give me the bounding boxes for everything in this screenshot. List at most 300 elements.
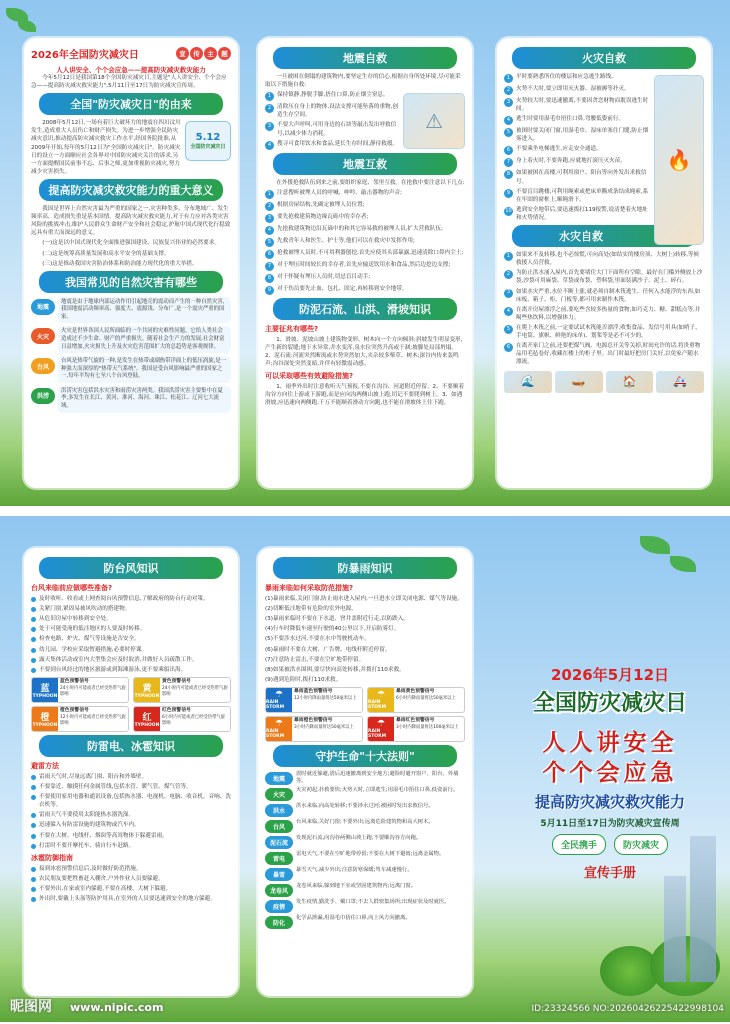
item-text: 在离开房屋漂浮之前,要吃些含较多热量的食物,如巧克力、糖、甜糕点等,并喝些热饮料,以增强体力。	[516, 306, 701, 321]
rule-text: 发现泥石流,向沟谷两侧山坡上跑,不要顺沟谷方向跑。	[296, 835, 422, 842]
item-text: 抢救被埋人员时,不可用利器刨挖,首先应使其头部暴露,迅速清除口鼻内尘土;	[277, 249, 464, 256]
warning-word: TYPHOON	[32, 722, 58, 728]
list-item	[504, 115, 650, 125]
item-text: 先抢救建筑物边沿瓦砾中的和其它容易救的被埋人员,扩大营救队伍;	[277, 225, 443, 232]
warning-desc: 6小时内降雨量将达50毫米以上	[396, 696, 456, 702]
warning-card	[31, 677, 129, 703]
theme-lead: 人人讲安全、个个会应急——提高防灾减灾救灾能力	[56, 66, 206, 74]
list-number: 6	[265, 250, 274, 259]
bullet-icon	[31, 648, 36, 653]
bullet-icon	[31, 795, 36, 800]
list-item	[265, 666, 465, 674]
panel-header	[31, 46, 231, 61]
list-item	[265, 225, 465, 235]
item-text: 平时要熟悉所住的楼层和应急逃生路线。	[516, 74, 617, 80]
bullet-icon	[31, 597, 36, 602]
rain-warning-row	[265, 716, 465, 742]
section-title: 防暴雨知识	[273, 557, 457, 579]
list-item	[504, 97, 650, 113]
list-item	[31, 646, 231, 654]
rainstorm-warning-icon: ☂ RAIN STORM	[368, 688, 394, 712]
list-item	[265, 615, 465, 623]
item-text: 在爬上木筏之前,一定要试试木筏能否漂浮,收集食品、发信号用具(如哨子、手电筒、旗帜、鲜艳的床单)、划桨等是必不可少的。	[516, 324, 701, 340]
earthquake-illustration: ⚠	[403, 93, 465, 149]
bullet-icon	[31, 658, 36, 663]
warning-card	[367, 687, 465, 713]
badge-char: 宣	[176, 47, 189, 60]
list-item	[504, 188, 650, 204]
typhoon-list	[31, 595, 231, 674]
item-text: 搜寻可食用饮水和食品,延长生存时间,静待救援。	[277, 140, 399, 147]
subheading: 暴雨来临如何采取防范措施?	[265, 584, 354, 592]
bullet-icon	[31, 607, 36, 612]
significance-text: 我国是世界上自然灾害最为严重的国家之一,灾害种类多、分布地域广、发生频率高、造成损失重是基本国情。提高防灾减灾救灾能力,对于有力应对各类灾害风险的挑战冲击,维护人民群众生命财产安全和社会稳定,护航中国式现代化行稳致远具有重大而深远的意义。	[31, 205, 231, 237]
origin-text: 2008年5月12日,一场有着巨大破坏力的地震在四川汶川发生,造成重大人员伤亡和财产损失。为进一步增强全民防灾减灾意识,推动提高防灾减灾救灾工作水平,经国务院批准,从2009年开始,每年的5月12日为"全国防灾减灾日"。防灾减灾日的设立一方面顺应社会各界对中国防灾减灾关注的诉求,另一方面提醒国民前事不忘、后事之师,更加重视防灾减灾,努力减少灾害损失。	[31, 120, 181, 175]
fire-illustration: 🔥	[654, 75, 704, 245]
significance-item: (一)这是以中国式现代化全面推进强国建设、民族复兴伟业的必然要求。	[42, 240, 220, 247]
watermark-brand: 昵图网	[10, 999, 52, 1015]
leaf-decoration	[670, 556, 696, 572]
item-text: 火势不大时,要立即用灭火器、湿被褥等扑灭。	[516, 86, 630, 92]
list-number: 9	[265, 286, 274, 295]
bullet-icon	[31, 877, 36, 882]
section-title: 防雷电、冰雹知识	[39, 735, 223, 757]
warning-desc: 24小时内可能或者已经受热带气旋影响	[162, 686, 228, 697]
warning-text	[292, 717, 356, 741]
cover-pills	[490, 834, 730, 855]
badge-char: 题	[218, 47, 231, 60]
list-item	[265, 103, 399, 119]
rule-tag: 台风	[265, 820, 293, 833]
rule-text: 雷电天气,不要在空旷地带停留;不要在大树下避雨;远离金属物。	[296, 851, 445, 858]
list-number: 4	[504, 116, 513, 125]
rule-tag: 暴雪	[265, 868, 293, 881]
item-text: 不要使用家用电器和通讯设备,包括热水器、电视机、电脑、收音机、音响、洗衣机等。	[39, 794, 231, 809]
panel-theme	[24, 38, 238, 488]
item-text: 逃生时要用湿毛巾捂住口鼻,弯腰低姿前行。	[516, 116, 625, 123]
warning-name: 橙色预警信号	[60, 707, 89, 713]
bullet-icon	[31, 775, 36, 780]
list-item	[265, 140, 399, 150]
list-item	[265, 201, 465, 211]
item-text: 外出时,要戴上头盔等防护用具,在室外的人员要迅速到安全的地方躲避。	[39, 896, 216, 903]
warning-level: 红	[142, 712, 152, 723]
cover-pill: 防灾减灾	[614, 834, 668, 855]
leaf-decoration	[640, 536, 670, 554]
warning-text	[160, 707, 230, 731]
list-item	[504, 269, 704, 285]
disaster-day-logo	[185, 121, 231, 161]
rule-tag: 雷电	[265, 852, 293, 865]
item-text: (4)行车时降低车速至行驶的40公里以下,开启防雾灯。	[265, 626, 400, 633]
item-text: 根据房屋结构,先确定被埋人员位置;	[277, 201, 365, 208]
list-item	[31, 656, 231, 664]
significance-item: (二)这是统筹高质量发展和高水平安全的基础支撑。	[42, 250, 170, 257]
landslide-measures-text: 1、雨季外出时注意收听天气预报,不要在沟谷、河道附近停留。2、不要顺着沟谷方向往上游或下游跑,而是应向沟两侧山坡上跑,切记不要爬到树上。3、如遇滑坡,应迅速向两侧跑,千万不能顺着滑动方向跑,也不能在滑坡体上往下跑。	[265, 384, 465, 407]
hail-list	[31, 865, 231, 903]
panel-rainstorm	[258, 548, 472, 996]
page-divider	[0, 506, 730, 516]
rule-row	[265, 771, 465, 785]
disaster-type-row	[31, 326, 231, 353]
bullet-icon	[31, 887, 36, 892]
typhoon-warning-icon	[32, 707, 58, 731]
list-number: 3	[504, 98, 513, 107]
item-text: 幼儿园、学校应采取暂避措施,必要时停课。	[39, 646, 148, 653]
item-text: 如果来不及转移,也不必惊慌,可向高处(如结实的楼房顶、大树上)转移,等候救援人员营救。	[516, 252, 700, 267]
warning-card	[133, 706, 231, 732]
list-item	[265, 189, 465, 199]
list-item	[265, 237, 465, 247]
typhoon-warning-row	[31, 677, 231, 703]
section-title: 地震自救	[273, 47, 457, 69]
item-text: (6)暴雨时不要在大树、广告牌、电线杆附近停留。	[265, 646, 391, 653]
item-text: 露天集体活动或室内大型集会应及时取消,并做好人员疏散工作。	[39, 656, 198, 663]
list-item	[265, 625, 465, 633]
list-item	[504, 251, 704, 267]
list-number: 5	[265, 238, 274, 247]
list-item	[265, 285, 465, 295]
item-text: 对于伤员要先止血、包扎、固定,再转移到安全地带。	[277, 285, 408, 292]
rule-row	[265, 819, 465, 833]
rule-text: 暴雪天气,减少外出;注意防寒保暖;驾车减速慢行。	[296, 867, 413, 874]
item-text: 逃到安全地带后,要迅速拨打119报警,说清楚着火地址和火势情况。	[516, 206, 648, 221]
bullet-icon	[31, 813, 36, 818]
rule-tag: 疫情	[265, 900, 293, 913]
list-item	[31, 773, 231, 781]
warning-card	[31, 706, 129, 732]
typhoon-warning-icon	[32, 678, 58, 702]
panel-earthquake	[258, 38, 472, 488]
warning-desc: 12小时内降雨量将达50毫米以上	[294, 696, 357, 702]
item-text: 雷雨天气不要使用太阳能热水器洗澡。	[39, 812, 135, 819]
watermark-url: www.nipic.com	[70, 1001, 164, 1014]
subheading: 避雷方法	[31, 761, 59, 770]
section-title: 提高防灾减灾救灾能力的重大意义	[39, 179, 223, 201]
leaf-decoration	[18, 20, 36, 32]
list-item	[265, 676, 465, 684]
section-title: 火灾自救	[512, 47, 696, 69]
list-item	[31, 811, 231, 819]
item-text: 为防止洪水涌入屋内,首先要堵住大门下面所有空隙。最好在门槛外侧放上沙袋,沙袋可用麻袋、草袋或布袋、塑料袋,里面装满沙子、泥土、碎石。	[516, 270, 703, 285]
warning-name: 暴雨黄色预警信号	[396, 688, 435, 694]
warning-level: 蓝	[40, 683, 50, 694]
rule-tag: 龙卷风	[265, 884, 293, 897]
warning-card	[367, 716, 465, 742]
typhoon-warning-row	[31, 706, 231, 732]
disaster-tag: 火灾	[31, 328, 55, 344]
list-item	[31, 635, 231, 643]
typhoon-warning-icon	[134, 678, 160, 702]
intro-text: 今年5月12日是我国第18个全国防灾减灾日,主题是"人人讲安全、个个会应急——提高防灾减灾救灾能力",5月11日至17日为防灾减灾宣传周。	[31, 75, 227, 90]
list-item	[265, 605, 465, 613]
rule-row	[265, 803, 465, 817]
cover-slogan-2: 个个会应急	[542, 760, 678, 786]
warning-word: TYPHOON	[134, 722, 160, 728]
badge-char: 主	[204, 47, 217, 60]
item-text: (2)切断低洼地带有危险的室外电源。	[265, 606, 357, 613]
disaster-desc: 火灾是世界各国人民所面临的一个共同的灾难性问题。它给人类社会造成过不少生命、财产的严重损失。随着社会生产力的发展,社会财富日益增加,火灾损失上升及火灾危害范围扩大的总趋势是客观规律。	[58, 326, 231, 353]
warning-text	[160, 678, 230, 702]
warning-name: 暴雨橙色预警信号	[294, 717, 333, 723]
list-number: 2	[265, 202, 274, 211]
bullet-icon	[31, 823, 36, 828]
item-text: (3)暴雨来临时不要在下水道、窨井盖附近行走,以防跌入。	[265, 616, 409, 623]
warning-word: RAIN STORM	[368, 699, 387, 710]
item-text: 农民朋友要把牲畜赶入棚舍,户外作业人员要躲避。	[39, 875, 164, 882]
list-item	[31, 875, 231, 883]
section-intro: 在外援抢救队伍到来之前,要组织家庭、邻里互救。在抢救中要注意以下几点:	[276, 179, 465, 186]
warning-level: 黄	[142, 683, 152, 694]
item-text: 如果被困在高楼,可利用窗户、阳台等向外发出求救信号。	[516, 170, 647, 185]
watermark-id: ID:23324566 NO:20260426225422998104	[531, 1004, 724, 1014]
section-title: 水灾自救	[512, 225, 696, 247]
item-text: 打雷时不要开摩托车、骑自行车赶路。	[39, 842, 135, 849]
section-title: 我国常见的自然灾害有哪些	[39, 271, 223, 293]
list-item	[265, 646, 465, 654]
cover-pill: 全民携手	[552, 834, 606, 855]
list-item	[265, 261, 465, 271]
cover-slogan-1: 人人讲安全	[542, 730, 678, 756]
subheading: 可以采取哪些有效避险措施?	[265, 372, 354, 381]
flood-illustration: 🏠	[606, 371, 654, 393]
item-text: (8)如果被洪水围困,要尽快向高处转移,并拨打110求救。	[265, 666, 405, 673]
warning-name: 红色预警信号	[162, 707, 191, 713]
list-item	[31, 865, 231, 873]
warning-word: RAIN STORM	[368, 728, 387, 739]
item-text: 保持镇静,挣脱手脚,捂住口鼻,防止烟尘窒息。	[277, 92, 389, 99]
list-item	[265, 635, 465, 643]
lightning-list	[31, 773, 231, 850]
logo-number: 5.12	[195, 132, 221, 144]
list-number: 3	[265, 122, 274, 131]
warning-card	[265, 716, 363, 742]
item-text: (9)遇到危险时,拨打110求救。	[265, 676, 342, 683]
list-number: 5	[504, 128, 513, 137]
disaster-type-row	[31, 297, 231, 324]
cover-subtitle: 提高防灾减灾救灾能力	[534, 793, 685, 811]
item-text: 不要靠近、触摸任何金属管线,包括水管、暖气管、煤气管等。	[39, 783, 192, 790]
list-number: 2	[504, 270, 513, 279]
section-title: 守护生命"十大法则"	[273, 745, 457, 767]
rule-text: 洪水来临,向高处转移;不要涉水过河;被困时发出求救信号。	[296, 803, 434, 810]
rainstorm-warning-icon: ☂ RAIN STORM	[266, 717, 292, 741]
list-item	[31, 615, 231, 623]
disaster-tag: 台风	[31, 358, 55, 374]
list-item	[504, 342, 704, 366]
rule-row	[265, 851, 465, 865]
panel-title: 2026年全国防灾减灾日	[31, 50, 139, 61]
warning-word: RAIN STORM	[266, 699, 285, 710]
theme-badge	[176, 47, 231, 60]
bullet-icon	[31, 637, 36, 642]
item-text: 火势较大时,要迅速撤离,不要因贪恋财物而耽误逃生时间。	[516, 98, 649, 113]
list-item	[504, 127, 650, 143]
item-text: (5)不要涉水过河,不要在水中驾驶机动车。	[265, 636, 370, 643]
flood-illustration: 🚑	[656, 371, 704, 393]
list-number: 3	[265, 214, 274, 223]
rule-text: 台风来临,关好门窗;不要外出;远离危险建筑物和高大树木。	[296, 819, 434, 826]
item-text: 对于埋压时间较长的幸存者,首先应输送饮用水和食品,然后边挖边支撑;	[277, 261, 451, 268]
rule-text: 发生疫情,勤洗手、戴口罩;不去人群密集场所;出现症状及时就医。	[296, 899, 450, 906]
subheading: 主要征兆有哪些?	[265, 324, 319, 333]
cover-date: 2026年5月12日	[550, 666, 670, 684]
item-text: 被困时要关闭门窗,用湿毛巾、湿床单塞住门缝,防止烟雾进入。	[516, 128, 649, 143]
list-number: 7	[504, 158, 513, 167]
list-item	[265, 656, 465, 664]
item-text: 要先抢救建筑物边缘瓦砾中的幸存者;	[277, 213, 369, 220]
item-text: 对于怀疑有埋压人员时,切忌盲目动手;	[277, 273, 371, 280]
cover-title: 全国防灾减灾日	[532, 691, 687, 716]
list-item	[31, 625, 231, 633]
list-number: 1	[265, 190, 274, 199]
warning-name: 蓝色预警信号	[60, 678, 89, 684]
bullet-icon	[31, 844, 36, 849]
rule-text: 震时就近躲避,震后迅速撤离到安全地方;避险时避开窗户、阳台、外墙等。	[296, 770, 459, 785]
rule-tag: 泥石流	[265, 836, 293, 849]
list-item	[504, 169, 650, 185]
warning-text	[58, 707, 128, 731]
list-item	[504, 288, 704, 304]
item-text: 不要盲目跳楼,可利用绳索或把床单撕成条结成绳索,系在牢固的窗框上,顺绳滑下。	[516, 188, 649, 203]
bullet-icon	[31, 617, 36, 622]
disaster-tag: 地震	[31, 299, 55, 315]
list-number: 6	[504, 343, 513, 352]
bullet-icon	[31, 668, 36, 673]
rainstorm-list	[265, 595, 465, 684]
item-text: 清除压在身上的物体,设法支撑可能坠落的重物,创造生存空间。	[277, 104, 399, 119]
disaster-type-row	[31, 356, 231, 383]
warning-card	[133, 677, 231, 703]
list-item	[504, 85, 650, 95]
subheading: 冰雹防御指南	[31, 853, 73, 862]
warning-desc: 6小时内可能或者已经受热带气旋影响	[162, 715, 225, 726]
list-number: 8	[265, 274, 274, 283]
logo-caption: 全国防灾减灾日	[190, 144, 226, 151]
rule-row	[265, 883, 465, 897]
list-number: 1	[265, 92, 274, 101]
disaster-desc: 台风是热带气旋的一种,是发生在热带或副热带洋面上的低压涡旋,是一种强大而深厚的"热带天气系统"。我国是受台风影响最严重的国家之一,每年平均有七至八个台风登陆。	[58, 356, 231, 383]
warning-desc: 12小时内可能或者已经受热带气旋影响	[60, 715, 126, 726]
rainstorm-warning-icon: ☂ RAIN STORM	[368, 717, 394, 741]
item-text: 处于可能受淹的低洼地区的人要及时转移。	[39, 626, 146, 633]
rule-tag: 地震	[265, 772, 293, 785]
warning-name: 暴雨红色预警信号	[396, 717, 435, 723]
warning-word: TYPHOON	[32, 693, 58, 699]
list-item	[504, 73, 650, 83]
panel-fire-flood	[497, 38, 711, 488]
list-item	[265, 249, 465, 259]
rainstorm-warning-icon: ☂ RAIN STORM	[266, 688, 292, 712]
list-number: 10	[504, 207, 513, 216]
list-number: 6	[504, 146, 513, 155]
list-item	[31, 885, 231, 893]
bullet-icon	[31, 785, 36, 790]
list-item	[265, 273, 465, 283]
warning-desc: 3小时内降雨量将达100毫米以上	[396, 725, 459, 731]
list-item	[504, 145, 650, 155]
section-intro: 一旦被困在倒塌的建筑物内,要坚定生存的信心,根据自身所处环境,尽可能采取以下措施自救:	[265, 74, 461, 89]
warning-level: 橙	[40, 712, 50, 723]
list-item	[31, 895, 231, 903]
rule-tag: 洪水	[265, 804, 293, 817]
list-item	[504, 206, 650, 222]
list-item	[265, 595, 465, 603]
list-item	[31, 821, 231, 829]
list-number: 2	[504, 86, 513, 95]
rain-warning-row	[265, 687, 465, 713]
rule-text: 龙卷风来临,躲到地下室或坚固建筑物内;远离门窗。	[296, 883, 417, 890]
flood-illustration: 🌊	[504, 371, 552, 393]
disaster-desc: 地震是由于地球内部运动作用引起地壳的震动而产生的一种自然灾害,我国地震活动频率高、强度大、震源浅、分布广,是一个震灾严重的国家。	[58, 297, 231, 324]
warning-word: RAIN STORM	[266, 728, 285, 739]
outside-spread	[0, 516, 730, 1022]
ten-rules-list	[265, 771, 465, 929]
item-text: 注意搜听被埋人员的呼喊、呻吟、敲击器物的声音;	[277, 189, 402, 196]
list-number: 1	[504, 252, 513, 261]
list-item	[31, 832, 231, 840]
warning-name: 黄色预警信号	[162, 678, 191, 684]
list-item	[31, 793, 231, 809]
item-text: 及时收听、收看或上网查阅台风预警信息,了解政府的防台行动对策。	[39, 596, 209, 602]
list-number: 7	[265, 262, 274, 271]
rule-row	[265, 835, 465, 849]
list-item	[31, 842, 231, 850]
item-text: 不要外出,在家或室内躲避,不要在高楼、大树下躲避。	[39, 885, 172, 892]
warning-text	[394, 717, 461, 741]
rule-row	[265, 899, 465, 913]
item-text: 不要大声呼叫,可用身边的石块等敲击发出呼救信号,以减少体力消耗。	[277, 122, 397, 137]
item-text: 不要在大树、电线杆、烟囱等高耸物体下躲避雷雨。	[39, 832, 168, 839]
warning-text	[58, 678, 128, 702]
rule-tag: 火灾	[265, 788, 293, 801]
item-text: 检查电路、炉火、煤气等设施是否安全。	[39, 636, 140, 643]
list-item	[31, 605, 231, 613]
list-number: 2	[265, 104, 274, 113]
flood-illustration-strip	[504, 371, 704, 393]
list-item	[504, 324, 704, 340]
item-text: 身上着火时,不要奔跑,应就地打滚压灭火苗。	[516, 158, 626, 165]
item-text: 在离开家门之前,还要把煤气阀、电源总开关等关掉,时间允许的话,将贵重物品用毛毡卷好,收藏在楼上的柜子里。出门时最好把房门关好,以免家产随水漂流。	[516, 343, 701, 366]
section-title: 全国"防灾减灾日"的由来	[39, 93, 223, 115]
bullet-icon	[31, 897, 36, 902]
warning-text	[394, 688, 458, 712]
inside-spread	[0, 0, 730, 506]
bullet-icon	[31, 867, 36, 872]
panel-typhoon	[24, 548, 238, 996]
warning-card	[265, 687, 363, 713]
mutual-rescue-list	[265, 189, 465, 295]
disaster-type-row	[31, 386, 231, 413]
section-title: 地震互救	[273, 153, 457, 175]
list-number: 1	[504, 74, 513, 83]
list-item	[31, 783, 231, 791]
subheading: 台风来临前应做哪些准备?	[31, 584, 113, 592]
warning-word: TYPHOON	[134, 693, 160, 699]
significance-item: (三)这是推动我国灾害防治体系和防治能力现代化的重大举措。	[42, 260, 198, 267]
warning-text	[292, 688, 359, 712]
list-item	[265, 121, 399, 137]
item-text: (1)暴雨来临,关闭门窗,防止雨水进入屋内,一旦进水立即关闭电源、煤气等设施。	[265, 596, 463, 602]
flood-rescue-list	[504, 251, 704, 366]
rule-row	[265, 867, 465, 881]
item-text: 迅速躲入有防雷设施的建筑物或汽车内。	[39, 822, 140, 829]
rule-text: 火灾初起,扑救要快;火势大时,立即逃生;用湿毛巾捂住口鼻,低姿前行。	[296, 787, 459, 794]
list-number: 4	[265, 141, 274, 150]
list-item	[31, 595, 231, 603]
landslide-signs-text: 1、滑坡、泥坡山坡上建筑物变形、树木向一个方向倾斜;斜坡发生明显变形,产生新的裂缝;地下水异常,井水变浑,泉水位突然升高或干涸;坡脚处局部坍塌。2、泥石流:河流突然断流或水势突然加大,夹杂较多柴草、树木;深谷内传来轰鸣声;沟谷深处突然变暗,并伴有轻微震动感。	[265, 336, 463, 368]
typhoon-warning-icon	[134, 707, 160, 731]
